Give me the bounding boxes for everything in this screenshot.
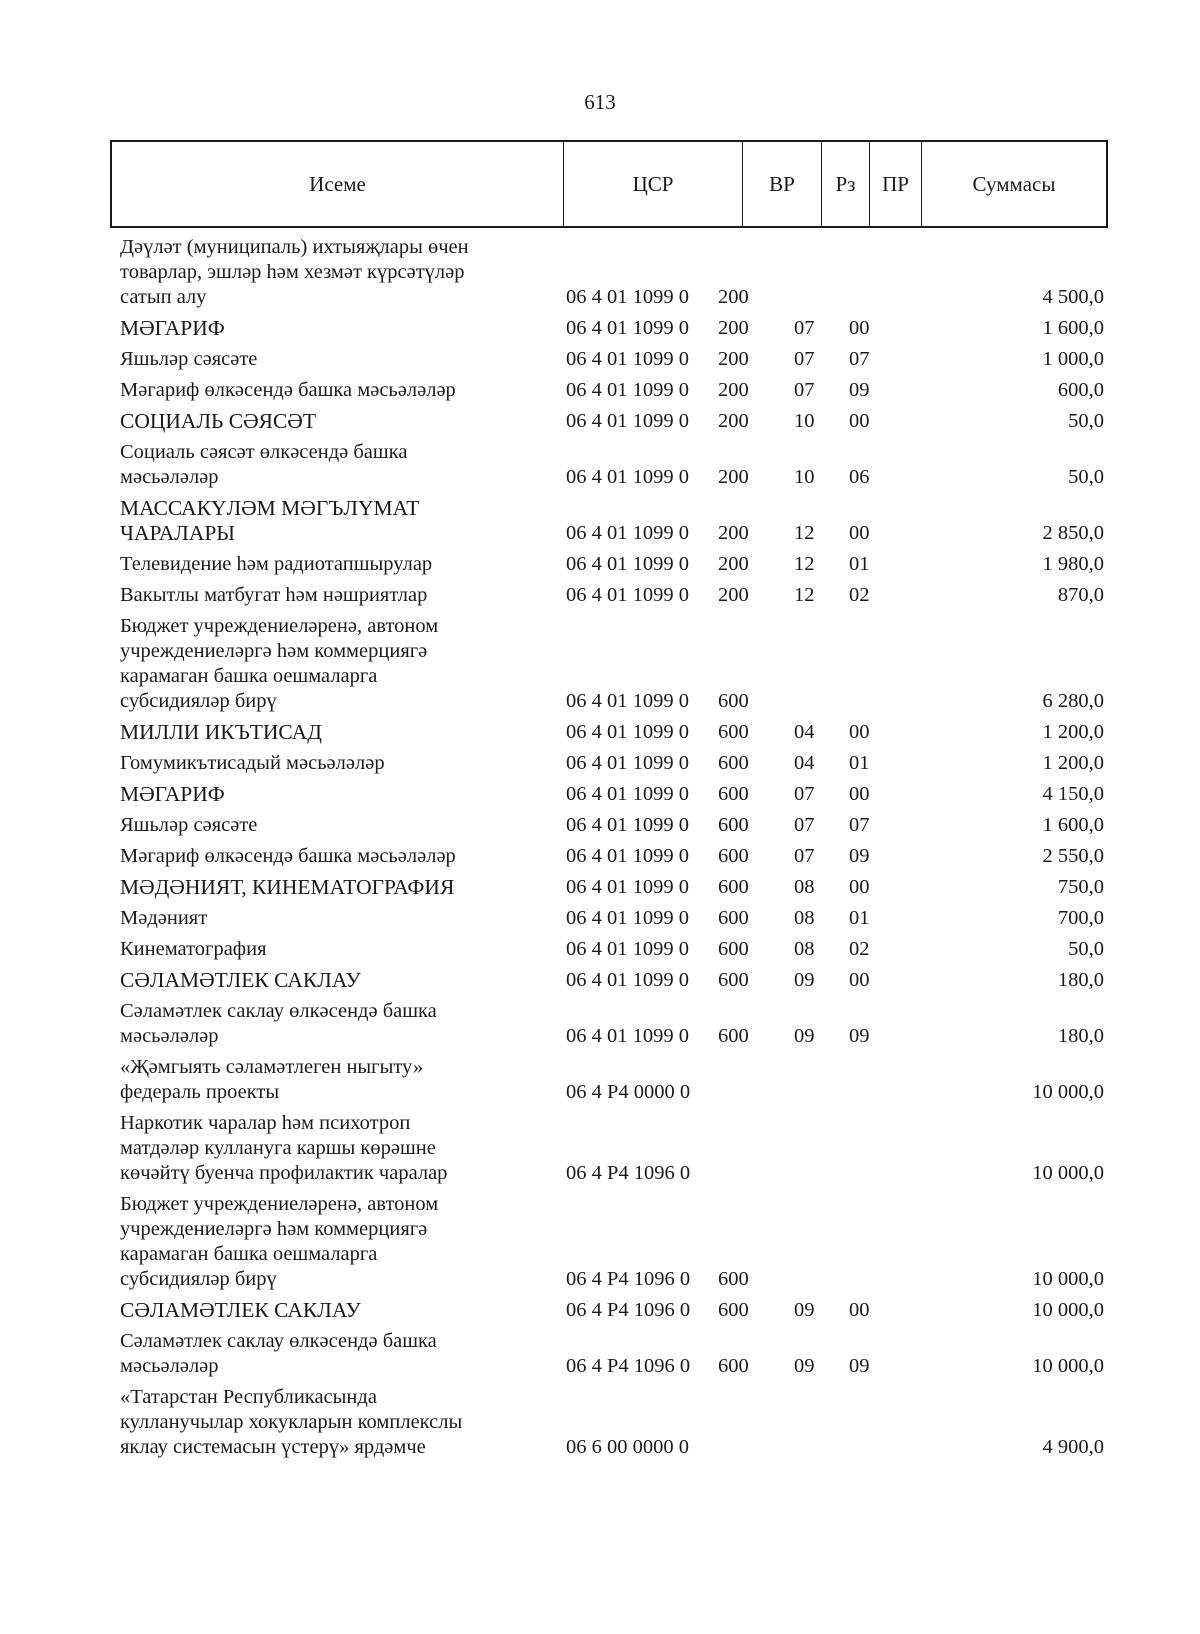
cell-rz: 10 xyxy=(794,466,815,488)
cell-vr: 200 xyxy=(718,379,749,401)
cell-rz: 12 xyxy=(794,584,815,606)
cell-csr: 06 4 P4 1096 0 xyxy=(566,1355,691,1377)
cell-sum: 50,0 xyxy=(1068,410,1104,432)
cell-rz: 12 xyxy=(794,553,815,575)
cell-csr: 06 4 01 1099 0 xyxy=(566,348,689,370)
cell-vr: 200 xyxy=(718,410,749,432)
table-row xyxy=(120,1326,1104,1382)
header-pr: ПР xyxy=(870,142,922,226)
table-row xyxy=(120,493,1104,549)
cell-name: Сәламәтлек саклау өлкәсендә башка мәсьәләләр xyxy=(120,1000,437,1047)
cell-sum: 10 000,0 xyxy=(1032,1268,1104,1290)
cell-rz: 12 xyxy=(794,522,815,544)
table-row xyxy=(120,1052,1104,1108)
cell-name: Телевидение һәм радиотапшырулар xyxy=(120,553,433,575)
table-row xyxy=(120,232,1104,313)
cell-pr: 00 xyxy=(849,876,870,898)
cell-csr: 06 4 01 1099 0 xyxy=(566,410,689,432)
table-row xyxy=(120,779,1104,810)
cell-name: Бюджет учреждениеләренә, автоном учреждениеләргә һәм коммерциягә карамаган башка оешмаларга субсидияләр бирү xyxy=(120,1193,439,1290)
cell-sum: 870,0 xyxy=(1057,584,1104,606)
cell-name: МӘГАРИФ xyxy=(120,316,225,340)
cell-sum: 600,0 xyxy=(1057,379,1104,401)
cell-vr: 600 xyxy=(718,1299,749,1321)
cell-pr: 09 xyxy=(849,845,870,867)
cell-csr: 06 4 P4 1096 0 xyxy=(566,1268,691,1290)
cell-pr: 00 xyxy=(849,410,870,432)
cell-rz: 09 xyxy=(794,1299,815,1321)
cell-csr: 06 4 01 1099 0 xyxy=(566,845,689,867)
cell-vr: 600 xyxy=(718,690,749,712)
cell-name: Сәламәтлек саклау өлкәсендә башка мәсьәләләр xyxy=(120,1330,437,1377)
cell-csr: 06 4 01 1099 0 xyxy=(566,1025,689,1047)
cell-vr: 600 xyxy=(718,1025,749,1047)
table-row xyxy=(120,611,1104,717)
table-row xyxy=(120,841,1104,872)
header-rz: Рз xyxy=(822,142,870,226)
cell-name: Дәүләт (муниципаль) ихтыяҗлары өчен товарлар, эшләр һәм хезмәт күрсәтүләр сатып алу xyxy=(120,236,469,308)
cell-pr: 01 xyxy=(849,752,870,774)
cell-sum: 700,0 xyxy=(1057,907,1104,929)
table-row xyxy=(120,996,1104,1052)
cell-name: Мәдәният xyxy=(120,907,208,929)
cell-vr: 600 xyxy=(718,845,749,867)
cell-name: Бюджет учреждениеләренә, автоном учреждениеләргә һәм коммерциягә карамаган башка оешмаларга субсидияләр бирү xyxy=(120,615,439,712)
cell-csr: 06 4 01 1099 0 xyxy=(566,721,689,743)
cell-sum: 2 550,0 xyxy=(1042,845,1104,867)
cell-pr: 00 xyxy=(849,721,870,743)
cell-name: «Татарстан Республикасында кулланучылар хокукларын комплекслы яклау системасын үстерү» ярдәмче xyxy=(120,1386,463,1458)
table-header xyxy=(110,140,1108,228)
table-row xyxy=(120,810,1104,841)
cell-vr: 600 xyxy=(718,1355,749,1377)
cell-name: МИЛЛИ ИКЪТИСАД xyxy=(120,720,322,744)
cell-csr: 06 4 01 1099 0 xyxy=(566,286,689,308)
cell-vr: 200 xyxy=(718,348,749,370)
cell-sum: 1 600,0 xyxy=(1042,317,1104,339)
cell-rz: 07 xyxy=(794,783,815,805)
cell-name: МАССАКҮЛӘМ МӘГЪЛҮМАТ ЧАРАЛАРЫ xyxy=(120,496,420,545)
cell-rz: 04 xyxy=(794,752,815,774)
cell-sum: 1 200,0 xyxy=(1042,721,1104,743)
table-row xyxy=(120,375,1104,406)
header-vr: ВР xyxy=(743,142,822,226)
cell-csr: 06 4 01 1099 0 xyxy=(566,752,689,774)
cell-csr: 06 4 01 1099 0 xyxy=(566,938,689,960)
table-row xyxy=(120,1189,1104,1295)
cell-vr: 600 xyxy=(718,814,749,836)
cell-sum: 1 980,0 xyxy=(1042,553,1104,575)
cell-pr: 06 xyxy=(849,466,870,488)
cell-name: Социаль сәясәт өлкәсендә башка мәсьәләләр xyxy=(120,441,408,488)
cell-rz: 08 xyxy=(794,907,815,929)
cell-csr: 06 4 01 1099 0 xyxy=(566,379,689,401)
cell-name: СӘЛАМӘТЛЕК САКЛАУ xyxy=(120,1298,361,1322)
table-row xyxy=(120,549,1104,580)
cell-sum: 4 900,0 xyxy=(1042,1436,1104,1458)
cell-name: Яшьләр сәясәте xyxy=(120,348,258,370)
cell-vr: 200 xyxy=(718,553,749,575)
table-row xyxy=(120,872,1104,903)
header-csr: ЦСР xyxy=(564,142,743,226)
table-row xyxy=(120,580,1104,611)
cell-sum: 2 850,0 xyxy=(1042,522,1104,544)
cell-rz: 07 xyxy=(794,317,815,339)
cell-pr: 09 xyxy=(849,1355,870,1377)
cell-csr: 06 4 P4 0000 0 xyxy=(566,1081,691,1103)
cell-vr: 600 xyxy=(718,1268,749,1290)
table-row xyxy=(120,965,1104,996)
cell-pr: 00 xyxy=(849,317,870,339)
cell-csr: 06 4 01 1099 0 xyxy=(566,584,689,606)
cell-sum: 1 600,0 xyxy=(1042,814,1104,836)
cell-rz: 10 xyxy=(794,410,815,432)
cell-name: Яшьләр сәясәте xyxy=(120,814,258,836)
table-row xyxy=(120,344,1104,375)
cell-vr: 600 xyxy=(718,876,749,898)
cell-rz: 09 xyxy=(794,969,815,991)
cell-pr: 00 xyxy=(849,783,870,805)
cell-vr: 600 xyxy=(718,752,749,774)
cell-name: Вакытлы матбугат һәм нәшриятлар xyxy=(120,584,428,606)
cell-vr: 200 xyxy=(718,317,749,339)
cell-vr: 600 xyxy=(718,907,749,929)
cell-csr: 06 4 01 1099 0 xyxy=(566,969,689,991)
cell-sum: 4 500,0 xyxy=(1042,286,1104,308)
cell-rz: 04 xyxy=(794,721,815,743)
cell-vr: 200 xyxy=(718,286,749,308)
cell-name: МӘГАРИФ xyxy=(120,782,225,806)
cell-sum: 50,0 xyxy=(1068,466,1104,488)
cell-rz: 07 xyxy=(794,814,815,836)
cell-sum: 50,0 xyxy=(1068,938,1104,960)
cell-rz: 09 xyxy=(794,1355,815,1377)
cell-csr: 06 4 01 1099 0 xyxy=(566,553,689,575)
cell-pr: 07 xyxy=(849,348,870,370)
cell-pr: 00 xyxy=(849,1299,870,1321)
table-row xyxy=(120,313,1104,344)
cell-sum: 1 000,0 xyxy=(1042,348,1104,370)
cell-name: Наркотик чаралар һәм психотроп матдәләр куллануга каршы көрәшне көчәйтү буенча профилактик чаралар xyxy=(120,1112,448,1184)
cell-csr: 06 4 01 1099 0 xyxy=(566,317,689,339)
cell-sum: 10 000,0 xyxy=(1032,1081,1104,1103)
cell-vr: 200 xyxy=(718,522,749,544)
cell-pr: 01 xyxy=(849,553,870,575)
cell-rz: 08 xyxy=(794,876,815,898)
cell-sum: 750,0 xyxy=(1057,876,1104,898)
table-row xyxy=(120,748,1104,779)
cell-vr: 600 xyxy=(718,938,749,960)
cell-name: СОЦИАЛЬ СӘЯСӘТ xyxy=(120,409,316,433)
cell-name: «Җәмгыять сәламәтлеген ныгыту» федераль проекты xyxy=(120,1056,424,1103)
cell-vr: 600 xyxy=(718,721,749,743)
cell-pr: 09 xyxy=(849,1025,870,1047)
cell-pr: 00 xyxy=(849,969,870,991)
cell-sum: 10 000,0 xyxy=(1032,1162,1104,1184)
header-sum: Суммасы xyxy=(972,171,1056,196)
cell-name: МӘДӘНИЯТ, КИНЕМАТОГРАФИЯ xyxy=(120,875,455,899)
cell-vr: 600 xyxy=(718,783,749,805)
cell-rz: 09 xyxy=(794,1025,815,1047)
cell-sum: 10 000,0 xyxy=(1032,1355,1104,1377)
cell-rz: 07 xyxy=(794,379,815,401)
cell-rz: 07 xyxy=(794,845,815,867)
cell-sum: 180,0 xyxy=(1057,969,1104,991)
page-number: 613 xyxy=(584,90,616,114)
cell-csr: 06 4 P4 1096 0 xyxy=(566,1162,691,1184)
header-name: Исеме xyxy=(112,142,564,226)
cell-csr: 06 4 01 1099 0 xyxy=(566,907,689,929)
table-row xyxy=(120,717,1104,748)
cell-sum: 1 200,0 xyxy=(1042,752,1104,774)
cell-name: Гомумикътисадый мәсьәләләр xyxy=(120,752,385,774)
table-row xyxy=(120,437,1104,493)
cell-pr: 01 xyxy=(849,907,870,929)
cell-rz: 07 xyxy=(794,348,815,370)
cell-csr: 06 4 01 1099 0 xyxy=(566,690,689,712)
cell-vr: 200 xyxy=(718,466,749,488)
cell-sum: 4 150,0 xyxy=(1042,783,1104,805)
cell-csr: 06 4 01 1099 0 xyxy=(566,466,689,488)
cell-pr: 07 xyxy=(849,814,870,836)
table-row xyxy=(120,1382,1104,1463)
cell-pr: 00 xyxy=(849,522,870,544)
cell-pr: 09 xyxy=(849,379,870,401)
cell-csr: 06 4 01 1099 0 xyxy=(566,814,689,836)
cell-sum: 10 000,0 xyxy=(1032,1299,1104,1321)
table-row xyxy=(120,1108,1104,1189)
cell-csr: 06 6 00 0000 0 xyxy=(566,1436,689,1458)
cell-csr: 06 4 01 1099 0 xyxy=(566,876,689,898)
cell-pr: 02 xyxy=(849,584,870,606)
table-row xyxy=(120,903,1104,934)
cell-csr: 06 4 01 1099 0 xyxy=(566,783,689,805)
cell-rz: 08 xyxy=(794,938,815,960)
cell-name: Мәгариф өлкәсендә башка мәсьәләләр xyxy=(120,845,456,867)
cell-vr: 600 xyxy=(718,969,749,991)
cell-pr: 02 xyxy=(849,938,870,960)
table-row xyxy=(120,1295,1104,1326)
table-body xyxy=(120,232,1104,1463)
cell-sum: 180,0 xyxy=(1057,1025,1104,1047)
cell-csr: 06 4 P4 1096 0 xyxy=(566,1299,691,1321)
cell-vr: 200 xyxy=(718,584,749,606)
cell-name: Кинематография xyxy=(120,938,267,960)
table-row xyxy=(120,406,1104,437)
cell-name: СӘЛАМӘТЛЕК САКЛАУ xyxy=(120,968,361,992)
cell-csr: 06 4 01 1099 0 xyxy=(566,522,689,544)
cell-name: Мәгариф өлкәсендә башка мәсьәләләр xyxy=(120,379,456,401)
table-row xyxy=(120,934,1104,965)
cell-sum: 6 280,0 xyxy=(1042,690,1104,712)
